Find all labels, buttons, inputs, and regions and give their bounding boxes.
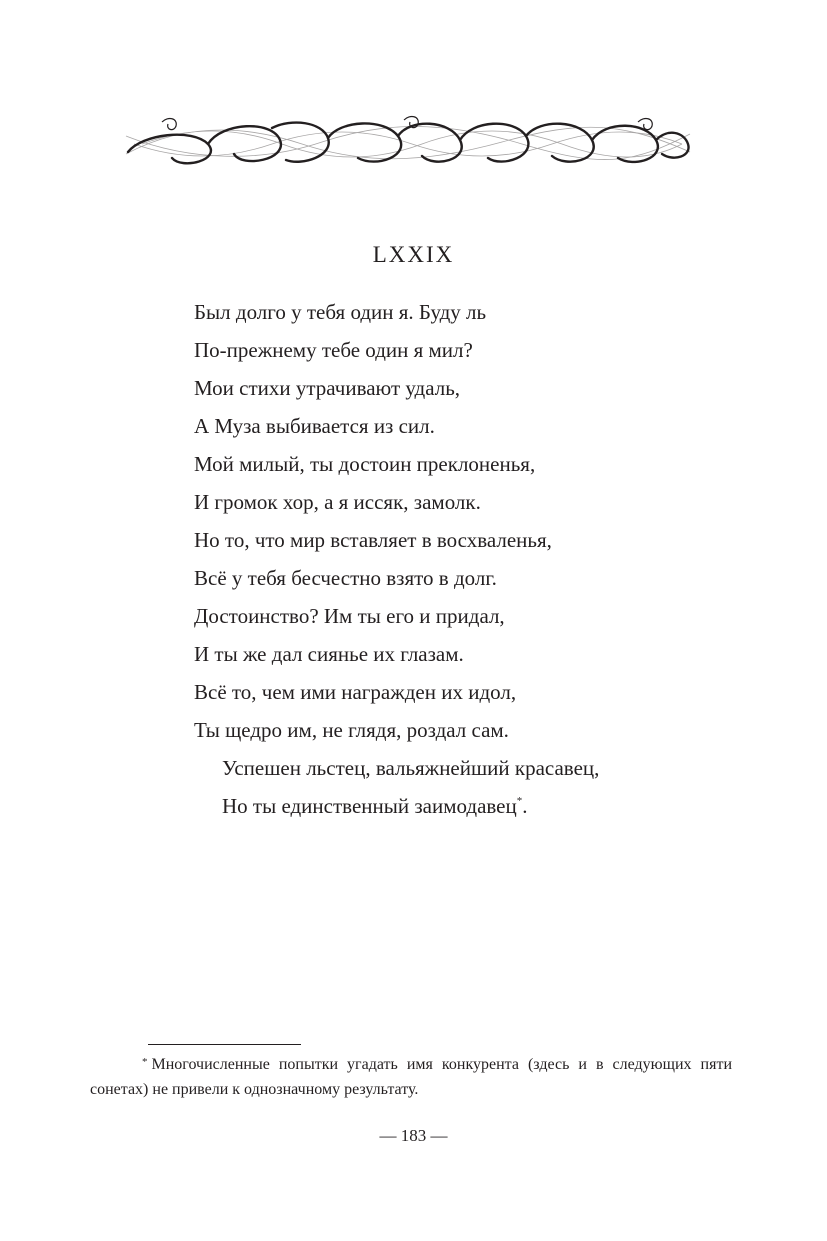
final-punctuation: .	[522, 794, 528, 818]
verse-line: Достоинство? Им ты его и придал,	[194, 604, 505, 628]
verse-line: Всё то, чем ими награжден их идол,	[194, 680, 517, 704]
footnote-divider	[148, 1044, 301, 1045]
sonnet-number: LXXIX	[372, 242, 455, 267]
verse-line: Всё у тебя бесчестно взято в долг.	[194, 566, 497, 590]
decorative-flourish-icon	[122, 114, 694, 172]
footnote-reference[interactable]: *	[516, 795, 523, 807]
couplet-line	[194, 787, 599, 825]
footnote-text: Многочисленные попытки угадать имя конкурента (здесь и в следующих пяти сонетах) не привели к однозначному результату.	[90, 1056, 732, 1098]
page-number: — 183 —	[379, 1126, 448, 1145]
verse-line: Мой милый, ты достоин преклоненья,	[194, 452, 536, 476]
verse-line: Ты щедро им, не глядя, роздал сам.	[194, 718, 509, 742]
verse-line: И громок хор, а я иссяк, замолк.	[194, 490, 481, 514]
couplet-line: Успешен льстец, вальяжнейший красавец,	[222, 756, 600, 780]
verse-line: Но то, что мир вставляет в восхваленья,	[194, 528, 552, 552]
poem-text	[194, 293, 599, 825]
footnote	[90, 1050, 732, 1102]
footnote-marker: *	[142, 1056, 148, 1068]
couplet-line-text: Но ты единственный заимодавец	[222, 794, 517, 818]
verse-line: И ты же дал сиянье их глазам.	[194, 642, 464, 666]
verse-line: Был долго у тебя один я. Буду ль	[194, 300, 487, 324]
verse-line: А Муза выбивается из сил.	[194, 414, 435, 438]
verse-line: Мои стихи утрачивают удаль,	[194, 376, 461, 400]
verse-line: По-прежнему тебе один я мил?	[194, 338, 473, 362]
